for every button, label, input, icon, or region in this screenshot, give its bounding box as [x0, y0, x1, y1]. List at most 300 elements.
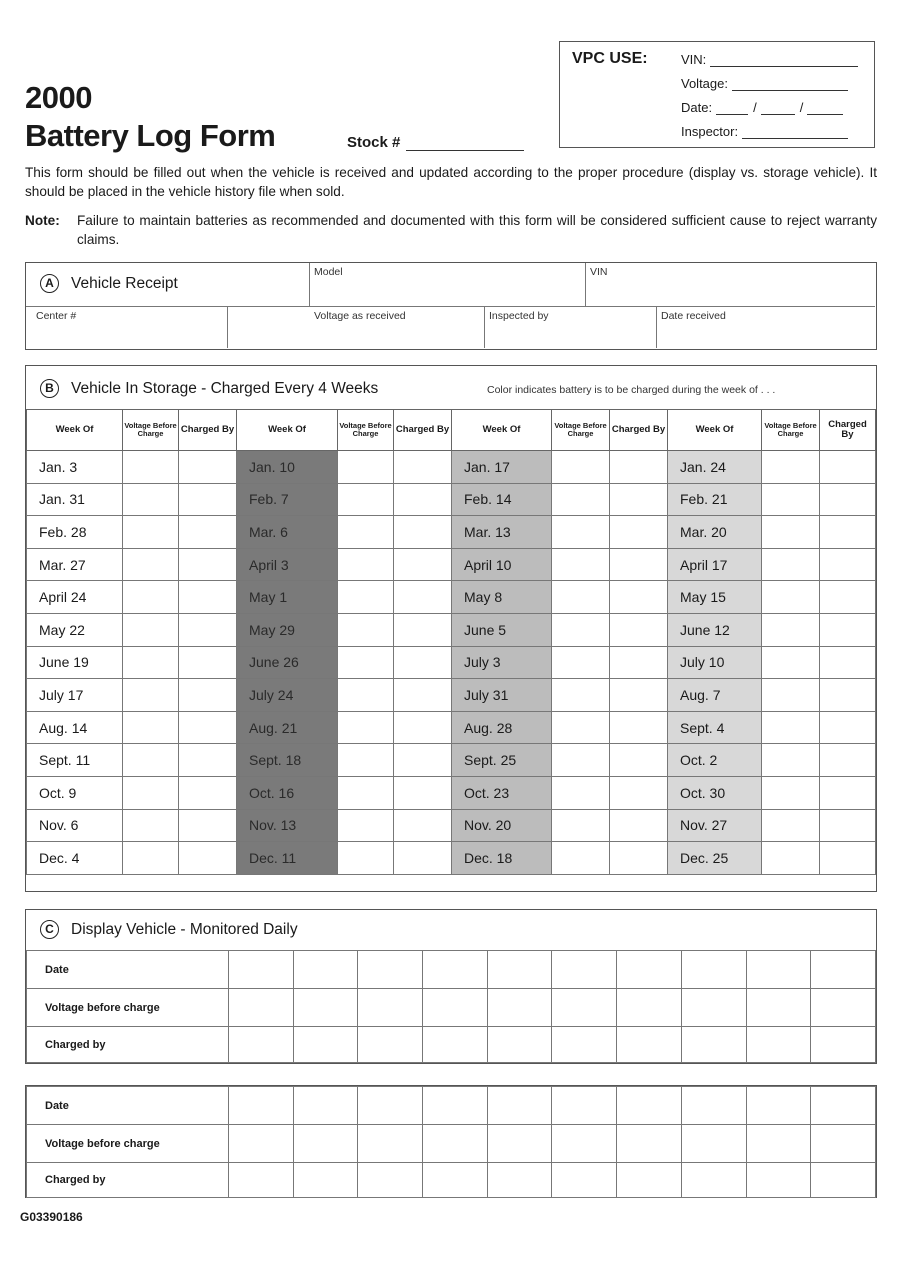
week-of-cell: Nov. 20 [452, 809, 552, 842]
vpc-vin-field [681, 52, 858, 67]
week-of-cell: Mar. 13 [452, 516, 552, 549]
voltage-before-charge-cell[interactable] [123, 613, 179, 646]
voltage-before-charge-cell[interactable] [762, 744, 820, 777]
charged-by-cell[interactable] [394, 679, 452, 712]
daily-entry-cell[interactable] [617, 1027, 682, 1063]
daily-entry-cell[interactable] [487, 1163, 552, 1198]
voltage-before-charge-cell[interactable] [338, 646, 394, 679]
daily-row-label: Date [27, 951, 229, 989]
week-of-cell: Feb. 21 [668, 483, 762, 516]
daily-row [27, 989, 876, 1027]
week-of-cell: June 12 [668, 613, 762, 646]
week-of-cell: Jan. 3 [27, 451, 123, 484]
storage-row [27, 483, 876, 516]
storage-row [27, 581, 876, 614]
daily-row [27, 1087, 876, 1125]
voltage-before-charge-cell[interactable] [123, 809, 179, 842]
daily-entry-cell[interactable] [293, 951, 358, 989]
charged-by-cell[interactable] [820, 744, 876, 777]
daily-entry-cell[interactable] [811, 1087, 876, 1125]
week-of-cell: Oct. 16 [237, 776, 338, 809]
daily-row-label: Voltage before charge [27, 1125, 229, 1163]
voltage-before-charge-cell[interactable] [762, 842, 820, 875]
note-text: Failure to maintain batteries as recommended and documented with this form will be considered sufficient cause to reject warranty claims. [77, 213, 877, 247]
week-of-cell: Dec. 4 [27, 842, 123, 875]
daily-entry-cell[interactable] [487, 989, 552, 1027]
voltage-before-charge-cell[interactable] [552, 711, 610, 744]
charged-by-cell[interactable] [394, 744, 452, 777]
daily-row [27, 1163, 876, 1198]
model-label: Model [314, 266, 343, 278]
daily-row [27, 1125, 876, 1163]
week-of-header: Week Of [27, 410, 123, 451]
voltage-before-charge-cell[interactable] [338, 516, 394, 549]
daily-entry-cell[interactable] [487, 951, 552, 989]
charged-by-cell[interactable] [610, 809, 668, 842]
week-of-cell: April 3 [237, 548, 338, 581]
model-field[interactable] [310, 263, 586, 307]
daily-entry-cell[interactable] [423, 1163, 488, 1198]
week-of-cell: July 31 [452, 679, 552, 712]
daily-entry-cell[interactable] [293, 1087, 358, 1125]
daily-entry-cell[interactable] [229, 1087, 294, 1125]
week-of-cell: May 15 [668, 581, 762, 614]
daily-entry-cell[interactable] [358, 951, 423, 989]
week-of-cell: Aug. 21 [237, 711, 338, 744]
daily-row [27, 951, 876, 989]
charged-by-cell[interactable] [820, 451, 876, 484]
daily-entry-cell[interactable] [358, 1125, 423, 1163]
voltage-before-charge-cell[interactable] [762, 646, 820, 679]
charged-by-cell[interactable] [394, 548, 452, 581]
week-of-cell: May 1 [237, 581, 338, 614]
charged-by-cell[interactable] [179, 744, 237, 777]
daily-entry-cell[interactable] [746, 951, 811, 989]
charged-by-cell[interactable] [820, 613, 876, 646]
daily-entry-cell[interactable] [552, 1087, 617, 1125]
daily-entry-cell[interactable] [746, 1163, 811, 1198]
storage-header-row [27, 410, 876, 451]
week-of-header: Week Of [668, 410, 762, 451]
voltage-before-charge-cell[interactable] [338, 776, 394, 809]
section-c-display-vehicle [25, 909, 877, 1064]
charged-by-cell[interactable] [610, 516, 668, 549]
week-of-cell: April 17 [668, 548, 762, 581]
charged-by-cell[interactable] [394, 711, 452, 744]
daily-entry-cell[interactable] [681, 951, 746, 989]
voltage-before-charge-cell[interactable] [762, 776, 820, 809]
voltage-before-charge-cell[interactable] [338, 548, 394, 581]
daily-entry-cell[interactable] [293, 1027, 358, 1063]
storage-row [27, 809, 876, 842]
voltage-before-charge-cell[interactable] [762, 451, 820, 484]
charged-by-cell[interactable] [610, 483, 668, 516]
daily-entry-cell[interactable] [746, 1027, 811, 1063]
voltage-before-charge-cell[interactable] [338, 744, 394, 777]
week-of-cell: Nov. 27 [668, 809, 762, 842]
charged-by-cell[interactable] [179, 809, 237, 842]
vehicle-receipt-title-cell [26, 263, 310, 307]
daily-entry-cell[interactable] [229, 951, 294, 989]
vin-field[interactable] [586, 263, 875, 307]
week-of-cell: Jan. 24 [668, 451, 762, 484]
color-note: Color indicates battery is to be charged during the week of . . . [487, 384, 776, 396]
charged-by-cell[interactable] [820, 711, 876, 744]
storage-row [27, 548, 876, 581]
voltage-before-charge-cell[interactable] [552, 451, 610, 484]
section-a-title: Vehicle Receipt [71, 274, 178, 292]
vpc-voltage-label: Voltage: [681, 76, 728, 91]
voltage-before-charge-cell[interactable] [552, 613, 610, 646]
daily-entry-cell[interactable] [229, 1163, 294, 1198]
daily-entry-cell[interactable] [552, 1163, 617, 1198]
vpc-date-month-input[interactable] [716, 102, 748, 115]
voltage-before-charge-cell[interactable] [123, 581, 179, 614]
stock-label: Stock # [347, 134, 401, 151]
section-a-letter-icon: A [40, 274, 59, 293]
voltage-before-charge-header: Voltage Before Charge [552, 410, 610, 451]
daily-entry-cell[interactable] [229, 989, 294, 1027]
charged-by-cell[interactable] [820, 548, 876, 581]
voltage-before-charge-header: Voltage Before Charge [123, 410, 179, 451]
daily-entry-cell[interactable] [617, 989, 682, 1027]
vpc-voltage-field [681, 76, 848, 91]
charged-by-cell[interactable] [179, 451, 237, 484]
voltage-before-charge-cell[interactable] [338, 842, 394, 875]
voltage-before-charge-cell[interactable] [762, 548, 820, 581]
vpc-title: VPC USE: [572, 50, 648, 67]
daily-entry-cell[interactable] [811, 1163, 876, 1198]
week-of-cell: June 26 [237, 646, 338, 679]
daily-entry-cell[interactable] [811, 989, 876, 1027]
voltage-before-charge-header: Voltage Before Charge [338, 410, 394, 451]
form-title: Battery Log Form [25, 118, 276, 153]
note-label: Note: [25, 213, 60, 228]
daily-entry-cell[interactable] [681, 1087, 746, 1125]
daily-entry-cell[interactable] [358, 989, 423, 1027]
charged-by-cell[interactable] [394, 451, 452, 484]
week-of-cell: July 24 [237, 679, 338, 712]
voltage-before-charge-cell[interactable] [123, 842, 179, 875]
charged-by-cell[interactable] [179, 646, 237, 679]
week-of-cell: Mar. 20 [668, 516, 762, 549]
week-of-cell: Jan. 10 [237, 451, 338, 484]
daily-entry-cell[interactable] [617, 1163, 682, 1198]
week-of-cell: Sept. 25 [452, 744, 552, 777]
week-of-header: Week Of [452, 410, 552, 451]
section-a-heading [40, 274, 178, 293]
daily-entry-cell[interactable] [358, 1163, 423, 1198]
charged-by-cell[interactable] [610, 842, 668, 875]
section-b-vehicle-storage [25, 365, 877, 892]
daily-entry-cell[interactable] [229, 1125, 294, 1163]
voltage-before-charge-cell[interactable] [123, 776, 179, 809]
week-of-cell: Dec. 25 [668, 842, 762, 875]
daily-entry-cell[interactable] [681, 1027, 746, 1063]
charged-by-cell[interactable] [610, 613, 668, 646]
daily-entry-cell[interactable] [358, 1027, 423, 1063]
voltage-before-charge-cell[interactable] [552, 516, 610, 549]
date-received-label: Date received [661, 310, 726, 322]
vpc-inspector-label: Inspector: [681, 124, 739, 139]
charged-by-cell[interactable] [179, 679, 237, 712]
charged-by-cell[interactable] [820, 516, 876, 549]
vpc-date-sep2: / [799, 100, 804, 115]
daily-entry-cell[interactable] [423, 951, 488, 989]
week-of-cell: June 19 [27, 646, 123, 679]
daily-entry-cell[interactable] [617, 1125, 682, 1163]
charged-by-cell[interactable] [179, 581, 237, 614]
daily-entry-cell[interactable] [746, 1125, 811, 1163]
charged-by-cell[interactable] [394, 613, 452, 646]
charged-by-cell[interactable] [179, 516, 237, 549]
week-of-cell: May 22 [27, 613, 123, 646]
charged-by-cell[interactable] [820, 581, 876, 614]
center-number-field[interactable] [26, 307, 228, 348]
charged-by-cell[interactable] [610, 451, 668, 484]
charged-by-cell[interactable] [820, 809, 876, 842]
charged-by-cell[interactable] [610, 776, 668, 809]
charged-by-cell[interactable] [179, 711, 237, 744]
voltage-before-charge-header: Voltage Before Charge [762, 410, 820, 451]
voltage-before-charge-cell[interactable] [552, 776, 610, 809]
figure-code: G03390186 [20, 1210, 83, 1224]
week-of-cell: Oct. 23 [452, 776, 552, 809]
week-of-cell: Oct. 9 [27, 776, 123, 809]
week-of-cell: June 5 [452, 613, 552, 646]
charged-by-cell[interactable] [394, 581, 452, 614]
charged-by-cell[interactable] [179, 776, 237, 809]
daily-entry-cell[interactable] [552, 989, 617, 1027]
charged-by-cell[interactable] [820, 776, 876, 809]
voltage-before-charge-cell[interactable] [338, 711, 394, 744]
voltage-received-field[interactable] [228, 307, 485, 348]
storage-row [27, 451, 876, 484]
daily-entry-cell[interactable] [552, 1125, 617, 1163]
charged-by-cell[interactable] [394, 516, 452, 549]
voltage-before-charge-cell[interactable] [762, 679, 820, 712]
charged-by-cell[interactable] [179, 613, 237, 646]
daily-row-label: Voltage before charge [27, 989, 229, 1027]
week-of-cell: Nov. 13 [237, 809, 338, 842]
charged-by-cell[interactable] [610, 744, 668, 777]
daily-entry-cell[interactable] [423, 1027, 488, 1063]
voltage-before-charge-cell[interactable] [762, 613, 820, 646]
storage-row [27, 744, 876, 777]
week-of-cell: Feb. 28 [27, 516, 123, 549]
week-of-cell: July 3 [452, 646, 552, 679]
vpc-date-label: Date: [681, 100, 713, 115]
vpc-inspector-input[interactable] [742, 126, 848, 139]
storage-row [27, 842, 876, 875]
section-c-letter-icon: C [40, 920, 59, 939]
voltage-received-label: Voltage as received [314, 310, 406, 322]
week-of-cell: Oct. 2 [668, 744, 762, 777]
charged-by-cell[interactable] [820, 646, 876, 679]
voltage-before-charge-cell[interactable] [762, 809, 820, 842]
vpc-date-day-input[interactable] [761, 102, 795, 115]
section-c-display-vehicle-continued [25, 1085, 877, 1198]
charged-by-cell[interactable] [610, 679, 668, 712]
voltage-before-charge-cell[interactable] [123, 516, 179, 549]
daily-entry-cell[interactable] [487, 1087, 552, 1125]
charged-by-header: Charged By [820, 410, 876, 451]
daily-entry-cell[interactable] [552, 951, 617, 989]
week-of-cell: Sept. 11 [27, 744, 123, 777]
storage-charge-table [26, 409, 876, 875]
vpc-vin-input[interactable] [710, 54, 858, 67]
daily-entry-cell[interactable] [811, 951, 876, 989]
voltage-before-charge-cell[interactable] [552, 809, 610, 842]
daily-entry-cell[interactable] [746, 1087, 811, 1125]
vpc-date-sep1: / [753, 100, 757, 115]
week-of-cell: Sept. 4 [668, 711, 762, 744]
voltage-before-charge-cell[interactable] [552, 842, 610, 875]
daily-row [27, 1027, 876, 1063]
voltage-before-charge-cell[interactable] [762, 516, 820, 549]
voltage-before-charge-cell[interactable] [762, 483, 820, 516]
note-paragraph [25, 211, 877, 249]
section-b-title: Vehicle In Storage - Charged Every 4 Weeks [71, 379, 379, 397]
voltage-before-charge-cell[interactable] [552, 581, 610, 614]
daily-entry-cell[interactable] [293, 1125, 358, 1163]
storage-row [27, 711, 876, 744]
week-of-cell: Sept. 18 [237, 744, 338, 777]
storage-row [27, 613, 876, 646]
voltage-before-charge-cell[interactable] [762, 581, 820, 614]
daily-row-label: Charged by [27, 1027, 229, 1063]
stock-number-field [347, 134, 524, 151]
voltage-before-charge-cell[interactable] [552, 679, 610, 712]
form-year: 2000 [25, 80, 92, 115]
voltage-before-charge-cell[interactable] [123, 711, 179, 744]
daily-entry-cell[interactable] [617, 951, 682, 989]
voltage-before-charge-cell[interactable] [338, 483, 394, 516]
charged-by-header: Charged By [179, 410, 237, 451]
charged-by-cell[interactable] [394, 776, 452, 809]
stock-input-line[interactable] [406, 136, 524, 151]
section-b-heading [40, 379, 378, 398]
vpc-vin-label: VIN: [681, 52, 707, 67]
storage-row [27, 776, 876, 809]
week-of-cell: Jan. 17 [452, 451, 552, 484]
voltage-before-charge-cell[interactable] [338, 809, 394, 842]
voltage-before-charge-cell[interactable] [338, 451, 394, 484]
daily-row-label: Charged by [27, 1163, 229, 1198]
week-of-cell: April 24 [27, 581, 123, 614]
daily-entry-cell[interactable] [811, 1027, 876, 1063]
week-of-cell: Feb. 14 [452, 483, 552, 516]
charged-by-cell[interactable] [179, 483, 237, 516]
center-number-label: Center # [36, 310, 77, 322]
voltage-before-charge-cell[interactable] [338, 613, 394, 646]
voltage-before-charge-cell[interactable] [123, 679, 179, 712]
daily-entry-cell[interactable] [811, 1125, 876, 1163]
charged-by-cell[interactable] [394, 842, 452, 875]
daily-entry-cell[interactable] [487, 1027, 552, 1063]
charged-by-cell[interactable] [394, 646, 452, 679]
charged-by-header: Charged By [394, 410, 452, 451]
daily-entry-cell[interactable] [681, 1163, 746, 1198]
voltage-before-charge-cell[interactable] [338, 581, 394, 614]
voltage-before-charge-cell[interactable] [552, 548, 610, 581]
voltage-before-charge-cell[interactable] [123, 451, 179, 484]
daily-entry-cell[interactable] [617, 1087, 682, 1125]
daily-entry-cell[interactable] [423, 1125, 488, 1163]
daily-entry-cell[interactable] [229, 1027, 294, 1063]
storage-row [27, 646, 876, 679]
charged-by-cell[interactable] [610, 711, 668, 744]
week-of-cell: Aug. 7 [668, 679, 762, 712]
voltage-before-charge-cell[interactable] [552, 744, 610, 777]
week-of-cell: Dec. 11 [237, 842, 338, 875]
voltage-before-charge-cell[interactable] [123, 744, 179, 777]
section-c-heading [40, 920, 298, 939]
week-of-cell: April 10 [452, 548, 552, 581]
voltage-before-charge-cell[interactable] [338, 679, 394, 712]
charged-by-cell[interactable] [610, 581, 668, 614]
vpc-date-year-input[interactable] [807, 102, 843, 115]
voltage-before-charge-cell[interactable] [552, 646, 610, 679]
week-of-cell: Nov. 6 [27, 809, 123, 842]
charged-by-cell[interactable] [820, 483, 876, 516]
charged-by-cell[interactable] [820, 679, 876, 712]
voltage-before-charge-cell[interactable] [762, 711, 820, 744]
section-b-letter-icon: B [40, 379, 59, 398]
charged-by-cell[interactable] [394, 809, 452, 842]
daily-entry-cell[interactable] [487, 1125, 552, 1163]
daily-entry-cell[interactable] [423, 1087, 488, 1125]
daily-entry-cell[interactable] [423, 989, 488, 1027]
charged-by-cell[interactable] [610, 548, 668, 581]
date-received-field[interactable] [657, 307, 875, 348]
daily-entry-cell[interactable] [746, 989, 811, 1027]
charged-by-cell[interactable] [820, 842, 876, 875]
week-of-cell: May 8 [452, 581, 552, 614]
voltage-before-charge-cell[interactable] [123, 548, 179, 581]
daily-entry-cell[interactable] [681, 989, 746, 1027]
storage-row [27, 516, 876, 549]
week-of-cell: Aug. 28 [452, 711, 552, 744]
vpc-voltage-input[interactable] [732, 78, 848, 91]
storage-row [27, 679, 876, 712]
daily-entry-cell[interactable] [552, 1027, 617, 1063]
section-a-vehicle-receipt [25, 262, 877, 350]
vin-label: VIN [590, 266, 608, 278]
voltage-before-charge-cell[interactable] [123, 646, 179, 679]
charged-by-cell[interactable] [610, 646, 668, 679]
voltage-before-charge-cell[interactable] [123, 483, 179, 516]
week-of-cell: July 10 [668, 646, 762, 679]
inspected-by-label: Inspected by [489, 310, 549, 322]
storage-body [27, 451, 876, 875]
daily-entry-cell[interactable] [293, 989, 358, 1027]
week-of-header: Week Of [237, 410, 338, 451]
daily-monitor-table-1 [26, 950, 876, 1063]
voltage-before-charge-cell[interactable] [552, 483, 610, 516]
week-of-cell: July 17 [27, 679, 123, 712]
section-c-title: Display Vehicle - Monitored Daily [71, 920, 298, 938]
week-of-cell: Mar. 6 [237, 516, 338, 549]
charged-by-cell[interactable] [179, 548, 237, 581]
daily-entry-cell[interactable] [681, 1125, 746, 1163]
vpc-inspector-field [681, 124, 848, 139]
inspected-by-field[interactable] [485, 307, 657, 348]
charged-by-cell[interactable] [179, 842, 237, 875]
charged-by-cell[interactable] [394, 483, 452, 516]
daily-entry-cell[interactable] [358, 1087, 423, 1125]
daily-entry-cell[interactable] [293, 1163, 358, 1198]
